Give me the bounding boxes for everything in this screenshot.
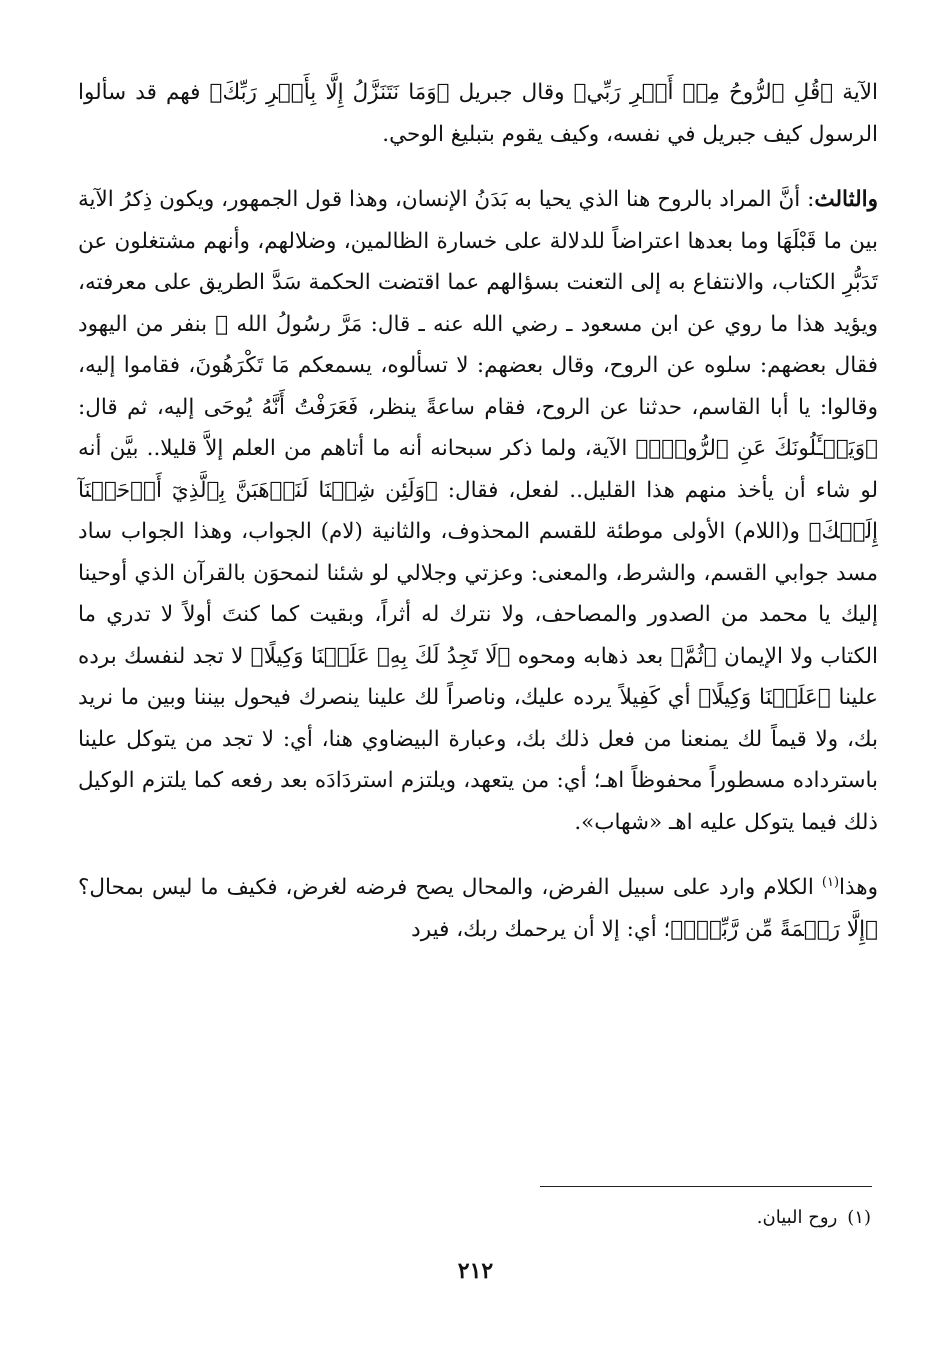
paragraph-2-lead: والثالث xyxy=(814,187,878,212)
page-body xyxy=(78,72,878,950)
paragraph-1: الآية ﴿قُلِ ٱلرُّوحُ مِنۡ أَمۡرِ رَبِّي﴾ وقال جبريل ﴿وَمَا نَتَنَزَّلُ إِلَّا بِأَمۡرِ رَبِّكَ﴾ فهم قد سألوا الرسول كيف جبريل في نفسه، وكيف يقوم بتبليغ الوحي. xyxy=(78,80,878,147)
footnote xyxy=(471,1205,871,1231)
paragraph-3-text: الكلام وارد على سبيل الفرض، والمحال يصح فرضه لغرض، فكيف ما ليس بمحال؟ ﴿إِلَّا رَحۡمَةً مِّن رَّبِّكَۚ﴾؛ أي: إلا أن يرحمك ربك، فيرد xyxy=(78,875,878,942)
paragraph-3 xyxy=(78,867,878,950)
footnote-divider xyxy=(540,1186,872,1187)
footnote-number: (١) xyxy=(847,1207,871,1228)
paragraph-2 xyxy=(78,179,878,843)
footnote-reference: (١) xyxy=(821,874,840,890)
paragraph-2-text: : أنَّ المراد بالروح هنا الذي يحيا به بَدَنُ الإنسان، وهذا قول الجمهور، ويكون ذِكرُ الآية بين ما قَبْلَهَا وما بعدها اعتراضاً للدلالة على خسارة الظالمين، وضلالهم، وأنهم مشتغلون عن تَدَبُّرِ الكتاب، والانتفاع به إلى التعنت بسؤالهم عما اقتضت الحكمة سَدَّ الطريق على معرفته، ويؤيد هذا ما روي عن ابن مسعود ـ رضي الله عنه ـ قال: مَرَّ رسُولُ الله ﷺ بنفر من اليهود فقال بعضهم: سلوه عن الروح، وقال بعضهم: لا تسألوه، يسمعكم مَا تَكْرَهُونَ، فقاموا إليه، وقالوا: يا أبا القاسم، حدثنا عن الروح، فقام ساعةً ينظر، فَعَرَفْتُ أَنَّهُ يُوحَى إليه، ثم قال: ﴿وَيَسۡـَٔلُونَكَ عَنِ ٱلرُّوحِۖ﴾ الآية، ولما ذكر سبحانه أنه ما أتاهم من العلم إلاَّ قليلا.. بيَّن أنه لو شاء أن يأخذ منهم هذا القليل.. لفعل، فقال: ﴿وَلَئِن شِئۡنَا لَنَذۡهَبَنَّ بِٱلَّذِيٓ أَوۡحَيۡنَآ إِلَيۡكَ﴾ و(اللام) الأولى موطئة للقسم المحذوف، والثانية (لام) الجواب، وهذا الجواب ساد مسد جوابي القسم، والشرط، والمعنى: وعزتي وجلالي لو شئنا لنمحوَن بالقرآن الذي أوحينا إليك يا محمد من الصدور والمصاحف، ولا نترك له أثراً، وبقيت كما كنتَ أولاً لا تدري ما الكتاب ولا الإيمان ﴿ثُمَّ﴾ بعد ذهابه ومحوه ﴿لَا تَجِدُ لَكَ بِهِۦ عَلَيۡنَا وَكِيلًا﴾ لا تجد لنفسك برده علينا ﴿عَلَيۡنَا وَكِيلًا﴾ أي كَفِيلاً يرده عليك، وناصراً لك علينا ينصرك فيحول بيننا وبين ما نريد بك، ولا قيماً لك يمنعنا من فعل ذلك بك، وعبارة البيضاوي هنا، أي: لا تجد من يتوكل علينا باسترداده مسطوراً محفوظاً اهـ؛ أي: من يتعهد، ويلتزم استردَادَه بعد رفعه كما يلتزم الوكيل ذلك فيما يتوكل عليه اهـ «شهاب». xyxy=(78,187,878,835)
paragraph-3-start: وهذا xyxy=(839,875,878,900)
footnote-text: روح البيان. xyxy=(756,1207,838,1228)
page-number: ٢١٢ xyxy=(457,1258,494,1284)
